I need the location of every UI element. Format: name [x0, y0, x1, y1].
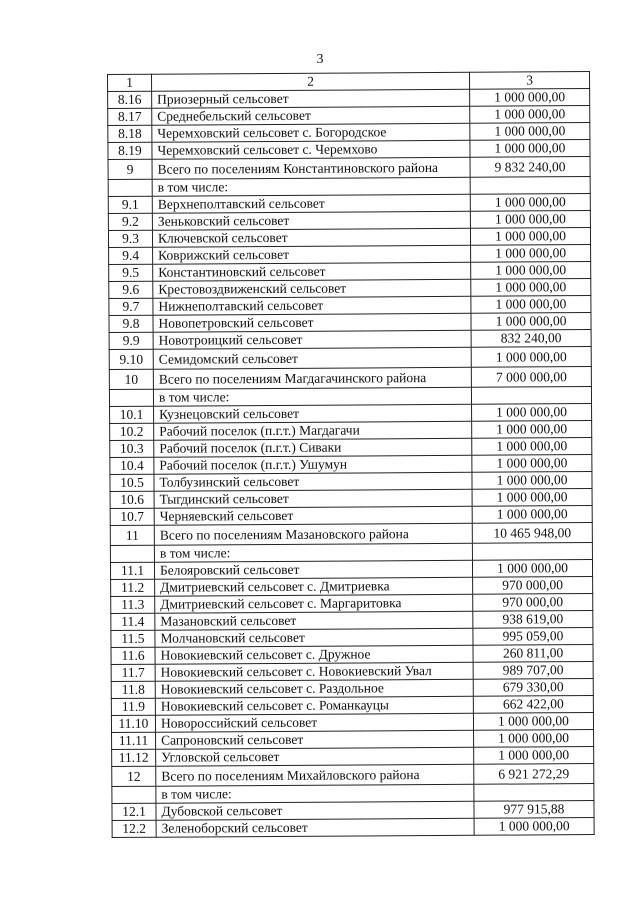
row-amount-cell: 989 707,00 — [473, 662, 593, 680]
row-number-cell: 11.6 — [111, 647, 155, 664]
row-number-cell: 11.4 — [111, 613, 155, 630]
row-amount-cell: 1 000 000,00 — [472, 404, 592, 422]
row-amount-cell: 1 000 000,00 — [470, 106, 590, 124]
row-name-cell: Новотроицкий сельсовет — [153, 330, 471, 349]
row-number-cell: 10.1 — [110, 406, 154, 423]
row-number-cell: 11.2 — [111, 579, 155, 596]
row-name-cell: Дмитриевский сельсовет с. Дмитриевка — [155, 577, 473, 596]
row-amount-cell: 1 000 000,00 — [471, 262, 591, 280]
row-number-cell: 9 — [108, 159, 152, 179]
row-amount-cell: 1 000 000,00 — [472, 438, 592, 456]
row-amount-cell: 1 000 000,00 — [472, 472, 592, 490]
row-number-cell: 11.11 — [112, 732, 156, 749]
row-amount-cell: 1 000 000,00 — [470, 123, 590, 141]
row-number-cell — [112, 786, 156, 803]
row-name-cell: Толбузинский сельсовет — [154, 472, 472, 491]
row-amount-cell: 260 811,00 — [473, 645, 593, 663]
row-amount-cell — [471, 387, 591, 405]
row-amount-cell: 1 000 000,00 — [473, 713, 593, 731]
row-name-cell: Белояровский сельсовет — [154, 560, 472, 579]
row-amount-cell: 679 330,00 — [473, 679, 593, 697]
row-number-cell: 12.1 — [112, 803, 156, 820]
row-name-cell: Рабочий поселок (п.г.т.) Магдагачи — [154, 421, 472, 440]
row-number-cell: 9.4 — [109, 247, 153, 264]
row-amount-cell: 1 000 000,00 — [474, 730, 594, 748]
row-number-cell: 11.9 — [111, 698, 155, 715]
row-number-cell: 9.6 — [109, 281, 153, 298]
row-amount-cell — [470, 177, 590, 195]
row-name-cell: Зеньковский сельсовет — [152, 211, 470, 230]
row-amount-cell: 938 619,00 — [473, 611, 593, 629]
row-name-cell: Среднебельский сельсовет — [152, 106, 470, 125]
row-number-cell — [110, 545, 154, 562]
row-amount-cell: 6 921 272,29 — [474, 764, 594, 785]
row-number-cell: 10.7 — [110, 508, 154, 525]
row-amount-cell: 1 000 000,00 — [472, 421, 592, 439]
row-name-cell: Новокиевский сельсовет с. Новокиевский Увал — [155, 662, 473, 681]
row-number-cell: 9.10 — [109, 349, 153, 369]
row-name-cell: Черемховский сельсовет с. Черемхово — [152, 140, 470, 159]
row-amount-cell — [474, 784, 594, 802]
row-name-cell: в том числе: — [153, 387, 471, 406]
row-amount-cell: 977 915,88 — [474, 801, 594, 819]
row-number-cell: 10.6 — [110, 491, 154, 508]
row-number-cell: 10.3 — [110, 440, 154, 457]
row-number-cell: 11.1 — [110, 562, 154, 579]
row-name-cell: Константиновский сельсовет — [153, 262, 471, 281]
row-number-cell: 12.2 — [112, 820, 156, 837]
row-name-cell: Всего по поселениям Мазановского района — [154, 523, 472, 545]
row-number-cell: 8.16 — [108, 91, 152, 108]
row-amount-cell: 832 240,00 — [471, 330, 591, 348]
row-number-cell: 11.8 — [111, 681, 155, 698]
row-amount-cell: 1 000 000,00 — [471, 279, 591, 297]
row-name-cell: Всего по поселениям Магдагачинского района — [153, 367, 471, 389]
row-name-cell: Новороссийский сельсовет — [155, 713, 473, 732]
row-amount-cell: 1 000 000,00 — [474, 818, 594, 836]
row-number-cell: 9.2 — [108, 213, 152, 230]
row-number-cell: 10.5 — [110, 474, 154, 491]
row-name-cell: в том числе: — [154, 543, 472, 562]
row-amount-cell: 1 000 000,00 — [470, 228, 590, 246]
row-name-cell: Черемховский сельсовет с. Богородское — [152, 123, 470, 142]
row-name-cell: Всего по поселениям Константиновского района — [152, 157, 470, 179]
row-number-cell: 11.10 — [111, 715, 155, 732]
row-number-cell: 9.3 — [108, 230, 152, 247]
row-name-cell: Кузнецовский сельсовет — [154, 404, 472, 423]
row-amount-cell: 9 832 240,00 — [470, 157, 590, 178]
row-number-cell — [109, 389, 153, 406]
row-number-cell: 9.9 — [109, 332, 153, 349]
row-name-cell: Крестовоздвиженский сельсовет — [153, 279, 471, 298]
row-name-cell: Мазановский сельсовет — [155, 611, 473, 630]
row-name-cell: Дмитриевский сельсовет с. Маргаритовка — [155, 594, 473, 613]
row-name-cell: Новокиевский сельсовет с. Дружное — [155, 645, 473, 664]
row-number-cell: 9.8 — [109, 315, 153, 332]
row-number-cell: 9.5 — [109, 264, 153, 281]
row-amount-cell: 1 000 000,00 — [470, 211, 590, 229]
row-name-cell: Новопетровский сельсовет — [153, 313, 471, 332]
row-number-cell: 11.5 — [111, 630, 155, 647]
row-name-cell: Новокиевский сельсовет с. Романкауцы — [155, 696, 473, 715]
row-name-cell: Семидомский сельсовет — [153, 347, 471, 369]
row-name-cell: Молчановский сельсовет — [155, 628, 473, 647]
header-col-2: 2 — [152, 72, 470, 91]
row-amount-cell: 10 465 948,00 — [472, 523, 592, 544]
row-name-cell: Рабочий поселок (п.г.т.) Ушумун — [154, 455, 472, 474]
row-amount-cell — [472, 543, 592, 561]
row-amount-cell: 1 000 000,00 — [472, 506, 592, 524]
row-name-cell: Тыгдинский сельсовет — [154, 489, 472, 508]
row-number-cell: 11 — [110, 525, 154, 545]
row-amount-cell: 7 000 000,00 — [471, 367, 591, 388]
row-amount-cell: 1 000 000,00 — [472, 489, 592, 507]
row-name-cell: Приозерный сельсовет — [152, 89, 470, 108]
row-number-cell: 11.12 — [112, 749, 156, 766]
row-amount-cell: 1 000 000,00 — [472, 455, 592, 473]
row-number-cell: 9.7 — [109, 298, 153, 315]
row-amount-cell: 995 059,00 — [473, 628, 593, 646]
row-name-cell: Нижнеполтавский сельсовет — [153, 296, 471, 315]
row-name-cell: Дубовской сельсовет — [156, 801, 474, 820]
row-name-cell: Коврижский сельсовет — [153, 245, 471, 264]
row-number-cell: 8.18 — [108, 125, 152, 142]
row-number-cell: 11.3 — [111, 596, 155, 613]
row-amount-cell: 970 000,00 — [473, 594, 593, 612]
row-amount-cell: 1 000 000,00 — [471, 313, 591, 331]
row-name-cell: Всего по поселениям Михайловского района — [156, 764, 474, 786]
header-col-3: 3 — [469, 72, 589, 90]
row-amount-cell: 1 000 000,00 — [474, 747, 594, 765]
row-number-cell: 10.4 — [110, 457, 154, 474]
row-number-cell: 9.1 — [108, 196, 152, 213]
row-number-cell: 8.19 — [108, 142, 152, 159]
row-amount-cell: 1 000 000,00 — [470, 89, 590, 107]
row-amount-cell: 1 000 000,00 — [471, 245, 591, 263]
row-amount-cell: 1 000 000,00 — [470, 140, 590, 158]
row-number-cell: 10.2 — [110, 423, 154, 440]
row-number-cell: 11.7 — [111, 664, 155, 681]
row-name-cell: в том числе: — [156, 784, 474, 803]
row-amount-cell: 662 422,00 — [473, 696, 593, 714]
row-number-cell: 10 — [109, 369, 153, 389]
row-number-cell: 8.17 — [108, 108, 152, 125]
settlements-table — [107, 71, 595, 838]
row-number-cell — [108, 179, 152, 196]
row-amount-cell: 1 000 000,00 — [471, 347, 591, 368]
row-name-cell: Верхнеполтавский сельсовет — [152, 194, 470, 213]
row-name-cell: в том числе: — [152, 177, 470, 196]
row-amount-cell: 1 000 000,00 — [472, 560, 592, 578]
row-name-cell: Угловской сельсовет — [156, 747, 474, 766]
row-name-cell: Черняевский сельсовет — [154, 506, 472, 525]
row-amount-cell: 1 000 000,00 — [470, 194, 590, 212]
row-name-cell: Зеленоборский сельсовет — [156, 818, 474, 837]
row-amount-cell: 1 000 000,00 — [471, 296, 591, 314]
row-name-cell: Ключевской сельсовет — [152, 228, 470, 247]
row-name-cell: Сапроновский сельсовет — [156, 730, 474, 749]
row-number-cell: 12 — [112, 766, 156, 786]
header-col-1: 1 — [108, 74, 152, 91]
page-number: 3 — [316, 52, 324, 67]
row-name-cell: Рабочий поселок (п.г.т.) Сиваки — [154, 438, 472, 457]
row-name-cell: Новокиевский сельсовет с. Раздольное — [155, 679, 473, 698]
table-row — [110, 506, 592, 526]
table-row — [112, 818, 594, 838]
table-body — [108, 72, 595, 838]
row-amount-cell: 970 000,00 — [473, 577, 593, 595]
